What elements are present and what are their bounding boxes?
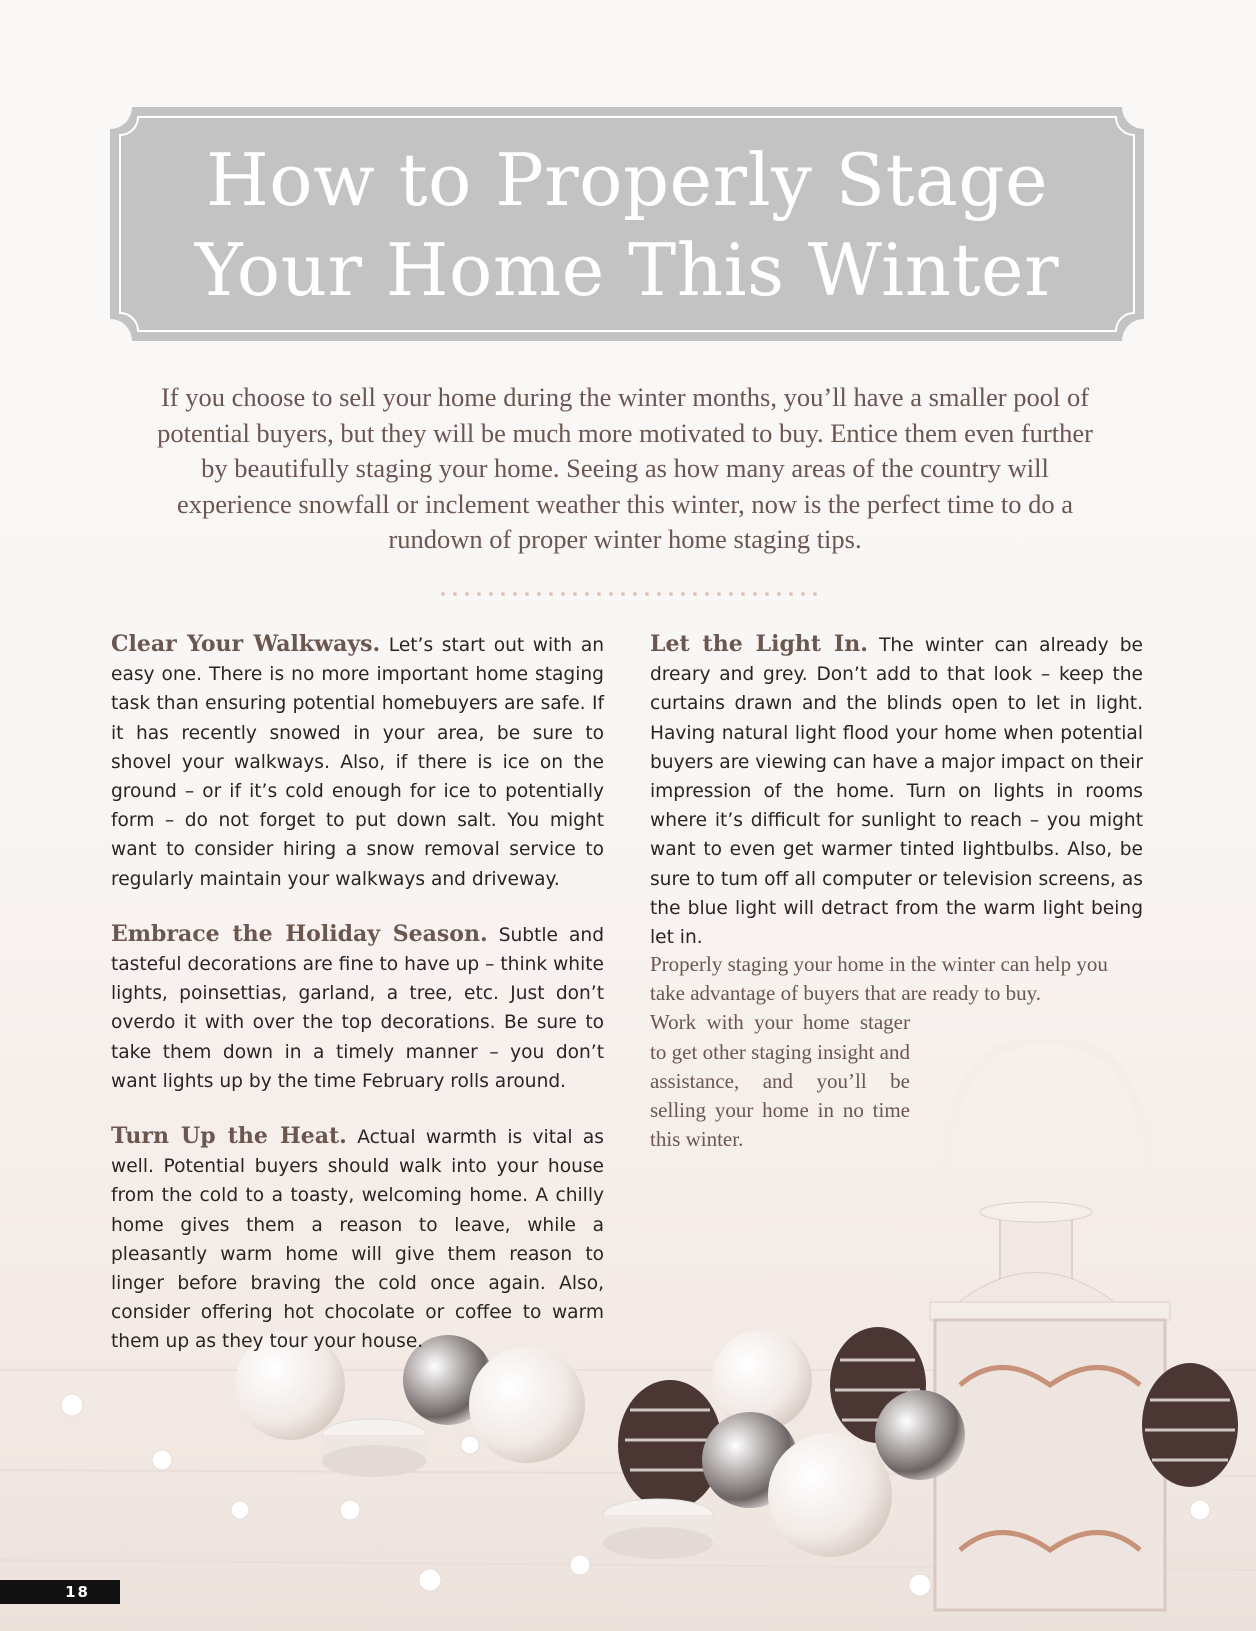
section-heading: Clear Your Walkways. [111, 631, 381, 657]
section-clear-walkways [111, 630, 604, 894]
right-column [650, 630, 1143, 978]
page-title [110, 135, 1144, 315]
section-heading: Turn Up the Heat. [111, 1123, 347, 1150]
section-body: Subtle and tasteful decorations are fine to have up – think white lights, poinsettias, garland, a tree, etc. Just don’t overdo it with over the top decorations. Be sure to take them down in a timely manner – you don’t want lights up by the time February rolls around. [111, 924, 604, 1092]
closing-line-2: Work with your home stager to get other staging insight and assistance, and you’ll be selling your home in no time this winter. [650, 1010, 910, 1152]
section-let-light-in [650, 630, 1143, 952]
page-number: 18 [0, 1580, 120, 1604]
section-turn-up-heat [111, 1122, 604, 1357]
title-line-2: Your Home This Winter [194, 228, 1060, 312]
dotted-divider [437, 590, 823, 598]
left-column [111, 630, 604, 1383]
title-line-1: How to Properly Stage [205, 138, 1049, 222]
section-body: Let’s start out with an easy one. There is no more important home staging task than ensuring potential homebuyers are safe. If it has recently snowed in your area, be sure to shovel your walkways. Also, if there is ice on the ground – or if it’s cold enough for ice to potentially form – do not forget to put down salt. You might want to consider hiring a snow removal service to regularly maintain your walkways and driveway. [111, 635, 604, 890]
title-banner [110, 107, 1144, 341]
intro-paragraph: If you choose to sell your home during the winter months, you’ll have a smaller pool of potential buyers, but they will be much more motivated to buy. Entice them even further by beautifully staging your home. Seeing as how many areas of the country will experience snowfall or inclement weather this winter, now is the perfect time to do a rundown of proper winter home staging tips. [157, 382, 1093, 554]
section-body: The winter can already be dreary and grey. Don’t add to that look – keep the curtains drawn and the blinds open to let in light. Having natural light flood your home when potential buyers are viewing can have a major impact on their impression of the home. Turn on lights in rooms where it’s difficult for sunlight to reach – you might want to even get warmer tinted lightbulbs. Also, be sure to tum off all computer or television screens, as the blue light will detract from the warm light being let in. [650, 635, 1143, 949]
section-embrace-holiday [111, 920, 604, 1096]
section-heading: Let the Light In. [650, 631, 868, 657]
section-body: Actual warmth is vital as well. Potential buyers should walk into your house from the cold to a toasty, welcoming home. A chilly home gives them a reason to leave, while a pleasantly warm home will give them reason to linger before braving the cold once again. Also, consider offering hot chocolate or coffee to warm them up as they tour your house. [111, 1127, 604, 1353]
section-heading: Embrace the Holiday Season. [111, 920, 488, 947]
closing-line-1: Properly staging your home in the winter can help you take advantage of buyers that are ready to buy. [650, 952, 1108, 1006]
closing-paragraph [650, 950, 1143, 1154]
